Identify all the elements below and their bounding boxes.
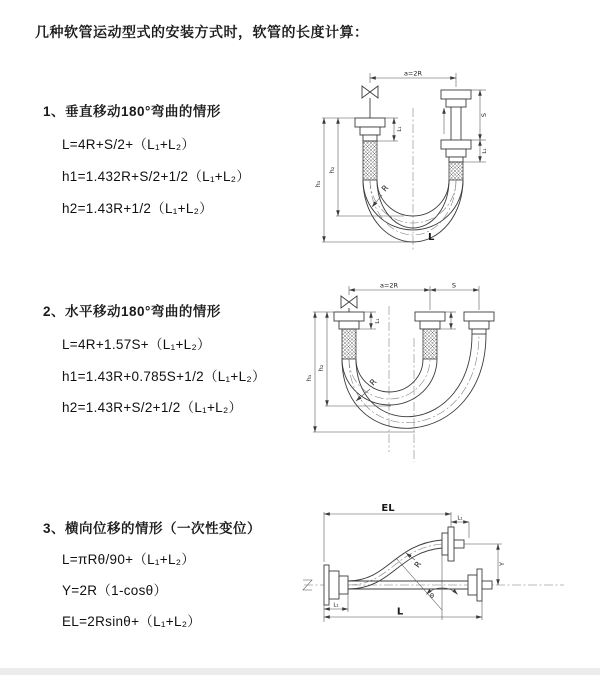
section1-heading: 1、垂直移动180°弯曲的情形: [43, 104, 221, 119]
dim-label-l1-left: L₁: [397, 126, 403, 132]
length-label: L: [428, 232, 435, 243]
section2-heading: 2、水平移动180°弯曲的情形: [43, 304, 221, 319]
section3-formula-Y: Y=2R（1-cosθ）: [62, 583, 168, 598]
valve-icon: [362, 86, 378, 118]
dim-label-el: EL: [381, 503, 395, 514]
displaced-flange-fitting: [442, 527, 464, 561]
diagram-vertical-180-bend: [308, 66, 543, 258]
section3-formula-EL: EL=2Rsinθ+（L₁+L₂）: [62, 614, 202, 629]
section2-formula-h1: h1=1.43R+0.785S+1/2（L₁+L₂）: [62, 369, 266, 384]
dim-label-y: Y: [498, 562, 506, 566]
diagram-horizontal-180-bend: [303, 280, 548, 472]
braided-hose-section: [363, 141, 377, 180]
valve-icon: [341, 296, 357, 312]
radius-label: R: [412, 559, 424, 570]
dim-label-l1-bottom: L₁: [333, 602, 339, 609]
right-flange-fitting: [468, 569, 492, 601]
braided-hose-section: [423, 329, 437, 359]
diagram-lateral-displacement: [296, 498, 596, 660]
dim-label-h1: h₁: [305, 374, 313, 382]
dim-label-l1: L₁: [375, 318, 381, 324]
section1-formula-L: L=4R+S/2+（L₁+L₂）: [62, 137, 196, 152]
dim-label-l: L: [396, 606, 404, 618]
left-flange-fitting: [324, 565, 348, 605]
section1-formula-h2: h2=1.43R+1/2（L₁+L₂）: [62, 201, 213, 216]
left-flange-fitting: [355, 118, 385, 180]
section1-formula-h1: h1=1.432R+S/2+1/2（L₁+L₂）: [62, 169, 251, 184]
angle-label: θ: [430, 592, 434, 600]
dim-label-h2: h₂: [328, 166, 336, 174]
section3-heading: 3、横向位移的情形（一次性变位）: [43, 521, 262, 536]
section2-formula-L: L=4R+1.57S+（L₁+L₂）: [62, 337, 211, 352]
dim-label-l1-top: L₁: [457, 515, 463, 522]
left-flange-fitting: [334, 312, 364, 359]
page-edge: [0, 668, 600, 675]
right-flange-fitting: [441, 90, 471, 180]
middle-flange-fitting: [415, 312, 445, 359]
braided-hose-section: [342, 329, 356, 359]
radius-label: R: [368, 377, 379, 388]
dim-label-s: S: [451, 281, 457, 290]
radius-label: R: [379, 183, 391, 194]
dim-label-h2: h₂: [317, 364, 325, 372]
dim-label-a2r: a=2R: [403, 69, 423, 78]
page-title: 几种软管运动型式的安装方式时，软管的长度计算：: [35, 24, 369, 40]
dim-label-l1-right: L₁: [482, 148, 488, 154]
dim-label-a2r: a=2R: [379, 281, 399, 290]
dim-label-h1: h₁: [314, 180, 322, 188]
section2-formula-h2: h2=1.43R+S/2+1/2（L₁+L₂）: [62, 400, 243, 415]
right-flange-fitting: [464, 312, 494, 334]
dim-label-s: S: [480, 112, 488, 118]
braided-hose-section: [449, 162, 463, 180]
section3-formula-L: L=πRθ/90+（L₁+L₂）: [62, 552, 196, 567]
